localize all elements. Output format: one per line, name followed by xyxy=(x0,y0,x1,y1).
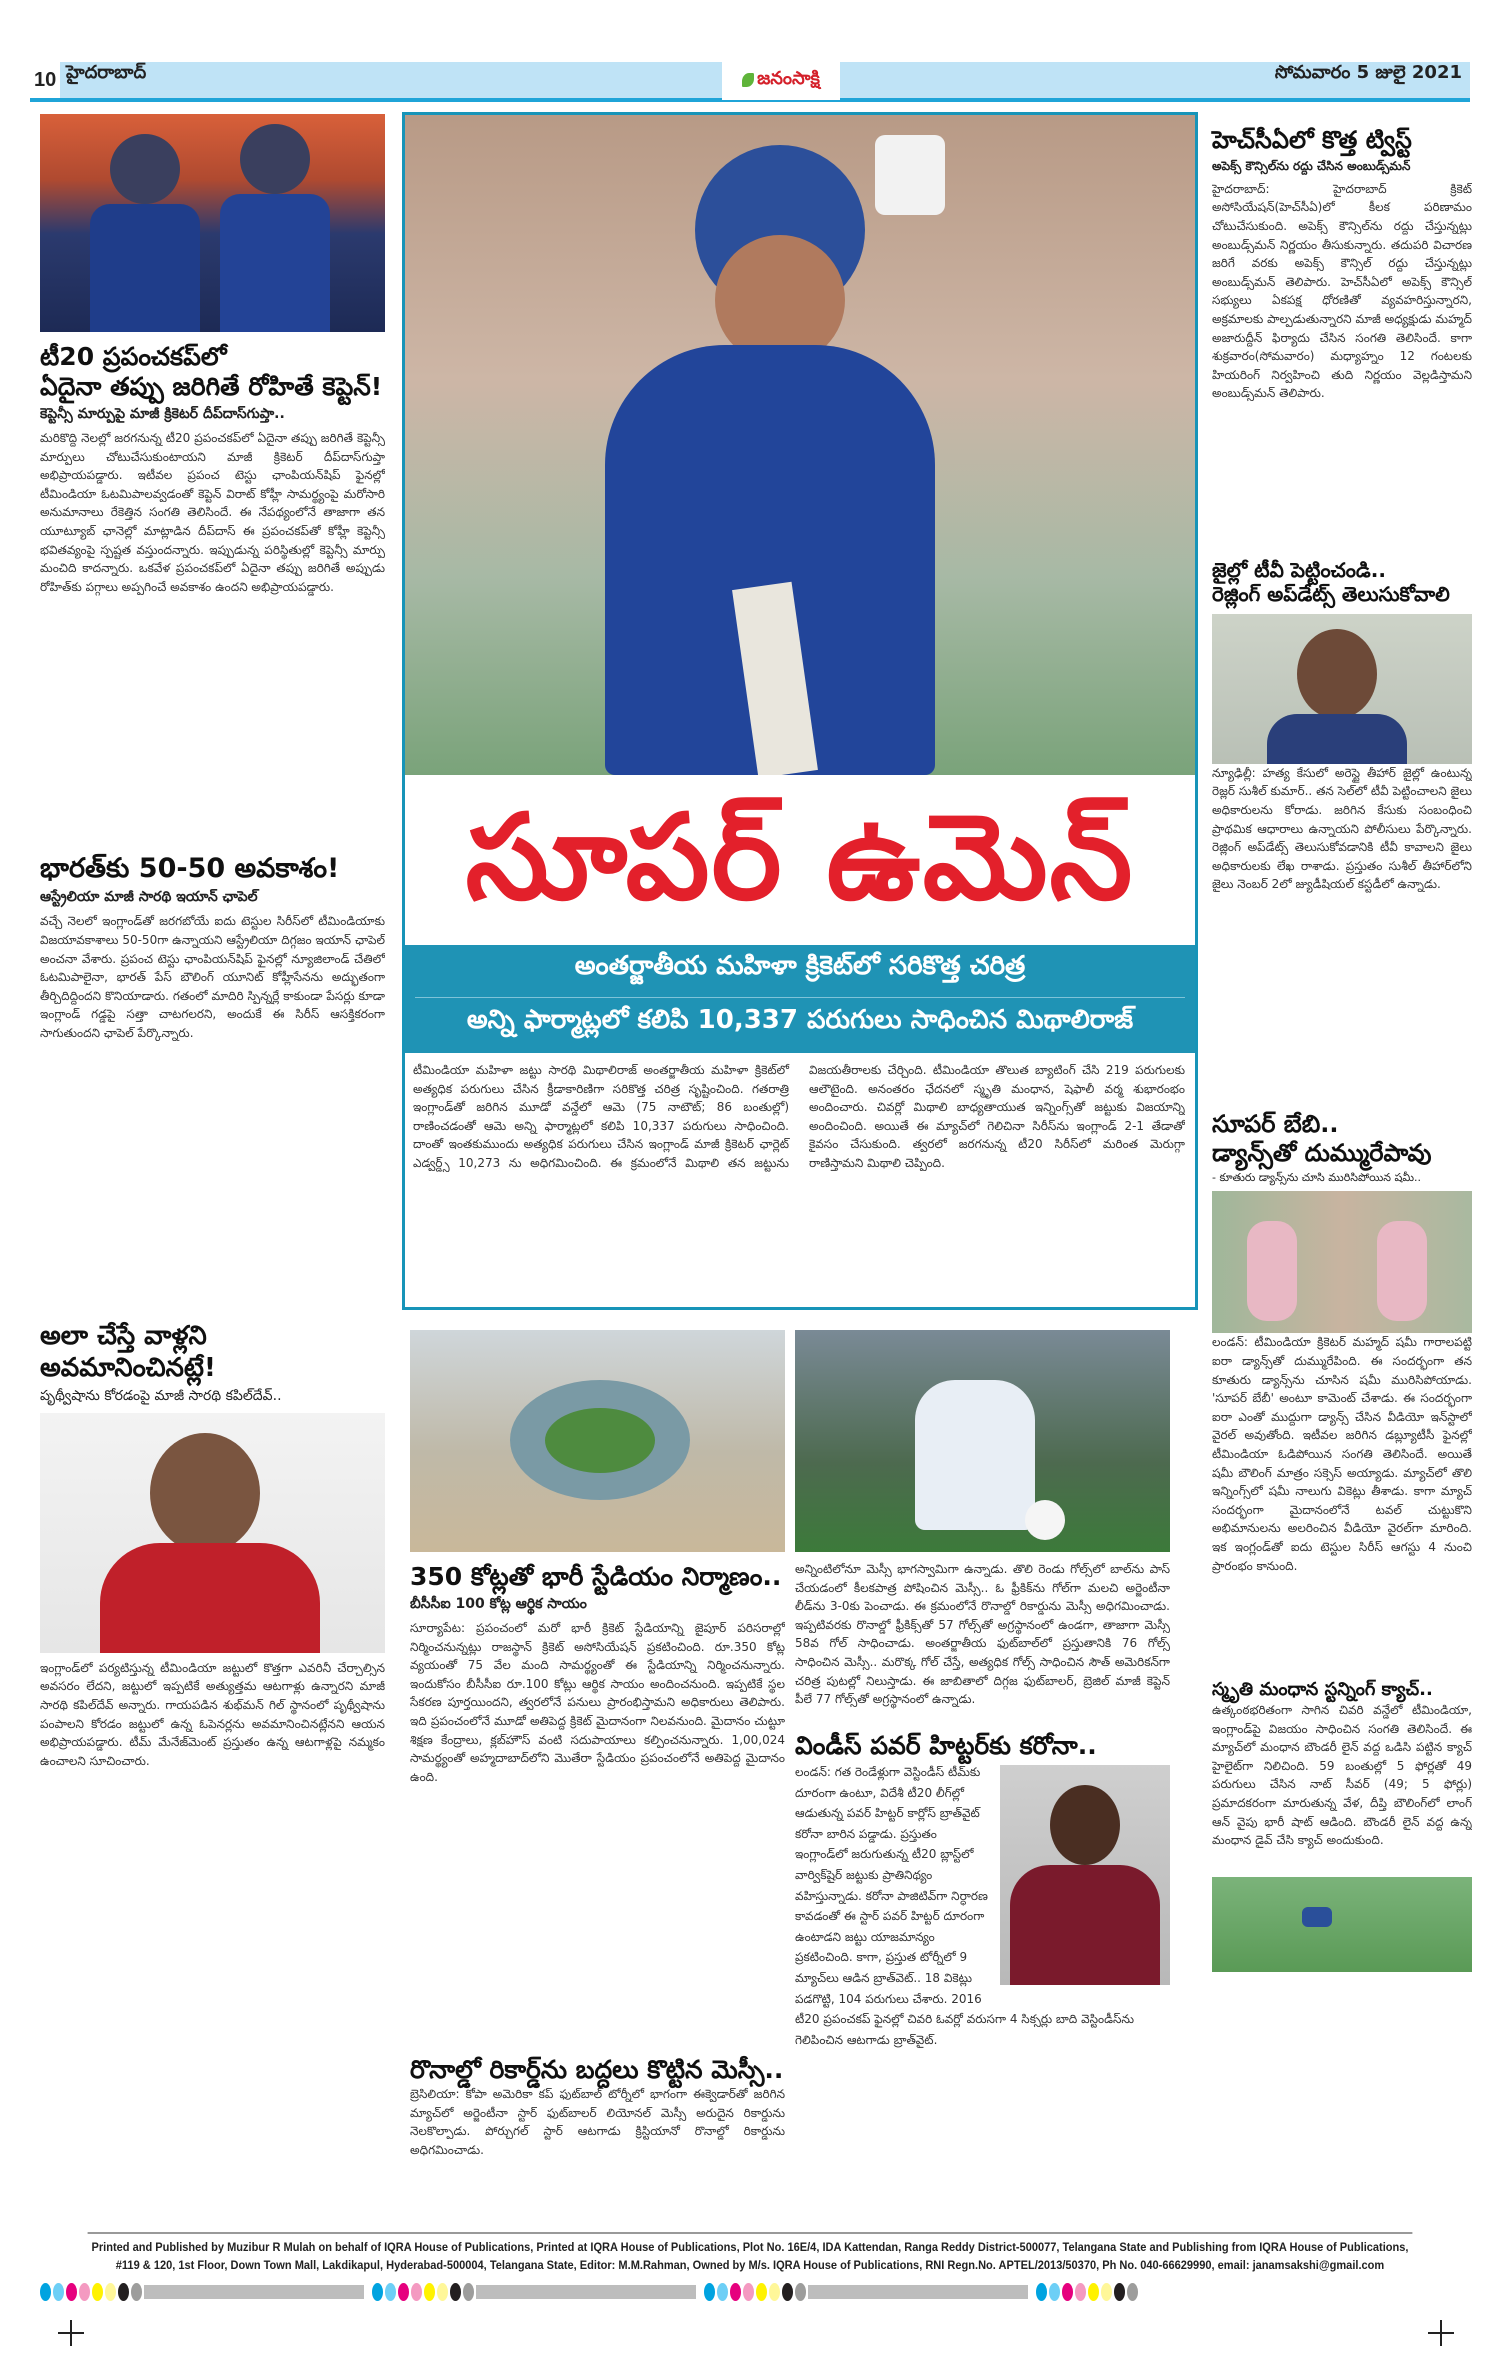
registration-grey-segment xyxy=(476,2285,696,2299)
registration-dot xyxy=(398,2283,409,2301)
registration-dot xyxy=(411,2283,422,2301)
tv-body: న్యూఢిల్లీ: హత్య కేసులో అరెస్టై తీహార్ జైల్లో ఉంటున్న రెజ్లర్ సుశీల్ కుమార్.. తన సెల్‌లో టీవీ పెట్టించాలని జైలు అధికారులను కోరాడు. జరిగిన కేసుకు సంబంధించి ప్రాథమిక ఆధారాలు ఉన్నాయని పోలీసులు పేర్కొన్నారు. రెజ్లింగ్ అప్‌డేట్స్ తెలుసుకోవడానికి టీవీ కావాలని జైలు అధికారులకు లేఖ రాశాడు. ప్రస్తుతం సుశీల్ తీహార్‌లోని జైలు నెంబర్ 2లో జ్యుడీషియల్ కస్టడీలో ఉన్నాడు. xyxy=(1212,765,1472,892)
registration-dot xyxy=(105,2283,116,2301)
registration-dot xyxy=(1075,2283,1086,2301)
stadium-body: సూర్యాపేట: ప్రపంచంలో మరో భారీ క్రికెట్ స్టేడియాన్ని జైపూర్ పరిసరాల్లో నిర్మించనున్నట్లు రాజస్థాన్ క్రికెట్ అసోసియేషన్ ప్రకటించింది. రూ.350 కోట్ల వ్యయంతో 75 వేల మంది సామర్థ్యంతో ఈ స్టేడియాన్ని నిర్మించనున్నారు. ఇందుకోసం బీసీసీఐ రూ.100 కోట్లు ఆర్థిక సాయం అందించనుంది. ఇప్పటికే స్థల సేకరణ పూర్తయిందని, త్వరలోనే పనులు ప్రారంభిస్తామని అధికారులు తెలిపారు. ఇది ప్రపంచంలోనే మూడో అతిపెద్ద క్రికెట్ మైదానంగా నిలవనుంది. మైదానం చుట్టూ శిక్షణ కేంద్రాలు, క్లబ్‌హౌస్ వంటి సదుపాయాలు కల్పించనున్నారు. 1,00,024 సామర్థ్యంతో అహ్మదాబాద్‌లోని మొతేరా స్టేడియం ప్రపంచంలోనే అతిపెద్ద మైదానం ఉంది. xyxy=(410,1621,785,1784)
registration-grey-segment xyxy=(144,2285,364,2299)
messi-headline: రొనాల్డో రికార్డ్‌ను బద్దలు కొట్టిన మెస్సీ.. xyxy=(410,2055,784,2084)
t20-headline-line2: ఏదైనా తప్పు జరిగితే రోహితే కెప్టెన్! xyxy=(40,372,383,401)
windies-block xyxy=(795,1761,1170,2101)
baby-headline-line1: సూపర్ బేబి.. xyxy=(1212,1109,1339,1138)
newspaper-logo xyxy=(722,60,840,100)
baby-body: లండన్: టీమిండియా క్రికెటర్ మహ్మద్ షమీ గారాలపట్టి ఐరా డ్యాన్స్‌తో దుమ్మురేపింది. ఈ సందర్భంగా తన కూతురు డ్యాన్స్‌ను చూసిన షమీ మురిసిపోయాడు. 'సూపర్ బేబీ' అంటూ కామెంట్ చేశాడు. ఈ సందర్భంగా ఐరా ఎంతో ముద్దుగా డ్యాన్స్ చేసిన వీడియో ఇన్‌స్టాలో వైరల్ అవుతోంది. ఇటీవల జరిగిన డబ్ల్యూటీసీ ఫైనల్లో టీమిండియా ఓడిపోయిన సంగతి తెలిసిందే. అయితే షమీ బౌలింగ్ మాత్రం సక్సెస్ అయ్యాడు. మ్యాచ్‌లో తొలి ఇన్నింగ్స్‌లో షమీ నాలుగు వికెట్లు తీశాడు. కాగా మ్యాచ్ సందర్భంగా మైదానంలోనే టవల్ చుట్టుకొని అభిమానులను అలరించిన వీడియో వైరల్‌గా మారింది. ఇక ఇంగ్లండ్‌తో ఐదు టెస్టుల సిరీస్ ఆగస్టు 4 నుంచి ప్రారంభం కానుంది. xyxy=(1212,1335,1472,1573)
edition-city: హైదరాబాద్ xyxy=(66,62,147,83)
shami-daughter-dance-photo xyxy=(1212,1191,1472,1333)
mithali-raj-batting-photo xyxy=(405,115,1195,775)
registration-dot xyxy=(717,2283,728,2301)
leaf-icon xyxy=(742,73,754,87)
tv-headline-line2: రెజ్లింగ్ అప్‌డేట్స్ తెలుసుకోవాలి xyxy=(1212,581,1450,606)
left-column xyxy=(40,110,385,2199)
registration-dot xyxy=(1127,2283,1138,2301)
registration-dot xyxy=(1088,2283,1099,2301)
crop-mark-left xyxy=(58,2320,84,2346)
feature-title: సూపర్ ఉమెన్ xyxy=(465,788,1135,926)
crop-mark-right xyxy=(1428,2320,1454,2346)
registration-dot xyxy=(118,2283,129,2301)
middle-left-column xyxy=(410,1330,785,2195)
registration-dot xyxy=(1101,2283,1112,2301)
registration-dot xyxy=(385,2283,396,2301)
hca-headline: హెచ్‌సీఏలో కొత్త ట్విస్ట్ xyxy=(1212,126,1412,154)
baby-headline-line2: డ్యాన్స్‌తో దుమ్మురేపావు xyxy=(1212,1138,1432,1167)
registration-dot xyxy=(730,2283,741,2301)
fifty-fifty-headline: భారత్‌కు 50-50 అవకాశం! xyxy=(40,853,340,884)
registration-dot xyxy=(782,2283,793,2301)
registration-dot xyxy=(79,2283,90,2301)
baby-subhead: - కూతురు డ్యాన్స్‌ను చూసి మురిసిపోయిన షమీ.. xyxy=(1212,1171,1421,1185)
registration-dot xyxy=(756,2283,767,2301)
kapil-dev-photo xyxy=(40,1413,385,1653)
middle-right-column xyxy=(795,1330,1170,2101)
t20-headline-line1: టీ20 ప్రపంచకప్‌లో xyxy=(40,342,227,371)
west-indies-player-photo xyxy=(1000,1765,1170,1985)
registration-dot xyxy=(424,2283,435,2301)
imprint-line-2: #119 & 120, 1st Floor, Down Town Mall, Lakdikapul, Hyderabad-500004, Telangana State, Editor: M.M.Rahman, Owned by M/s. IQRA House of Publications, RNI Regn.No. APTEL/2013/50370, Ph No. 040-66629990, email: janamsakshi@gmail.com xyxy=(115,2258,1385,2272)
registration-dot xyxy=(743,2283,754,2301)
hca-body: హైదరాబాద్: హైదరాబాద్ క్రికెట్ అసోసియేషన్(హెచ్‌సీఏ)లో కీలక పరిణామం చోటుచేసుకుంది. అపెక్స్ కౌన్సిల్‌ను రద్దు చేస్తున్నట్లు అంబుడ్స్‌మన్ నిర్ణయం తీసుకున్నారు. తదుపరి విచారణ జరిగే వరకు అపెక్స్ కౌన్సిల్ రద్దు చేస్తున్నట్లు అంబుడ్స్‌మన్ తెలిపారు. హెచ్‌సీఏలో అపెక్స్ కౌన్సిల్ సభ్యులు ఏకపక్ష ధోరణితో వ్యవహరిస్తున్నారని, అక్రమాలకు పాల్పడుతున్నారని మాజీ అధ్యక్షుడు మహ్మద్ అజారుద్దీన్ ఫిర్యాదు చేసిన సంగతి తెలిసిందే. కాగా శుక్రవారం(సోమవారం) మధ్యాహ్నం 12 గంటలకు హియరింగ్ నిర్వహించి తుది నిర్ణయం వెల్లడిస్తామని అంబుడ్స్‌మన్ తెలిపారు. xyxy=(1212,181,1472,401)
right-column xyxy=(1212,110,1472,1972)
kapil-body: ఇంగ్లాండ్‌లో పర్యటిస్తున్న టీమిండియా జట్టులో కొత్తగా ఎవరినీ చేర్చాల్సిన అవసరం లేదని, జట్టులో ఇప్పటికే అత్యుత్తమ ఆటగాళ్లు ఉన్నారని మాజీ సారథి కపిల్‌దేవ్ అన్నారు. గాయపడిన శుభ్‌మన్ గిల్ స్థానంలో పృథ్వీషాను పంపాలని కోరడం జట్టులో ఉన్న ఓపెనర్లను అవమానించినట్లేనని ఆయన అభిప్రాయపడ్డారు. టీమ్ మేనేజ్‌మెంట్ ప్రస్తుతం ఉన్న ఆటగాళ్లపై నమ్మకం ఉంచాలని సూచించారు. xyxy=(40,1660,385,1768)
windies-body: లండన్: గత రెండేళ్లుగా వెస్టిండీస్ టీమ్‌కు దూరంగా ఉంటూ, విదేశీ టీ20 లీగ్‌ల్లో ఆడుతున్న పవర్ హిట్టర్ కార్లోస్ బ్రాత్‌వైట్ కరోనా బారిన పడ్డాడు. ప్రస్తుతం ఇంగ్లాండ్‌లో జరుగుతున్న టీ20 బ్లాస్ట్‌లో వార్విక్‌షైర్ జట్టుకు ప్రాతినిథ్యం వహిస్తున్నాడు. కరోనా పాజిటివ్‌గా నిర్ధారణ కావడంతో ఈ స్టార్ పవర్ హిట్టర్ దూరంగా ఉంటాడని జట్టు యాజమాన్యం ప్రకటించింది. కాగా, ప్రస్తుత టోర్నీలో 9 మ్యాచ్‌లు ఆడిన బ్రాత్‌వెట్.. 18 వికెట్లు పడగొట్టి, 104 పరుగులు చేశారు. 2016 టీ20 ప్రపంచకప్ ఫైనల్లో చివరి ఓవర్లో వరుసగా 4 సిక్సర్లు బాది వెస్టిండీస్‌ను గెలిపించిన ఆటగాడు బ్రాత్‌వైట్. xyxy=(795,1765,1135,2047)
kapil-subhead: పృథ్వీషాను కోరడంపై మాజీ సారథి కపిల్‌దేవ్.. xyxy=(40,1387,282,1404)
registration-dot xyxy=(1114,2283,1125,2301)
feature-strap-2: అన్ని ఫార్మాట్లలో కలిపి 10,337 పరుగులు సాధించిన మిథాలిరాజ్ xyxy=(466,1005,1134,1035)
registration-dot xyxy=(53,2283,64,2301)
registration-dot xyxy=(372,2283,383,2301)
stadium-subhead: బీసీసీఐ 100 కోట్ల ఆర్థిక సాయం xyxy=(410,1596,587,1612)
feature-strap-1: అంతర్జాతీయ మహిళా క్రికెట్‌లో సరికొత్త చరిత్ర xyxy=(574,951,1026,981)
registration-dot xyxy=(40,2283,51,2301)
kapil-headline: అలా చేస్తే వాళ్లని అవమానించినట్లే! xyxy=(40,1321,216,1383)
feature-body: టీమిండియా మహిళా జట్టు సారథి మిథాలిరాజ్ అంతర్జాతీయ మహిళా క్రికెట్‌లో అత్యధిక పరుగులు చేసిన క్రీడాకారిణిగా సరికొత్త చరిత్ర సృష్టించింది. గతరాత్రి ఇంగ్లాండ్‌తో జరిగిన మూడో వన్డేలో ఆమె (75 నాటౌట్; 86 బంతుల్లో) రాణించడంతో ఆమె అన్ని ఫార్మాట్లలో కలిపి 10,337 పరుగులు సాధించింది. దాంతో ఇంతకుముందు అత్యధిక పరుగులు చేసిన ఇంగ్లాండ్ మాజీ క్రికెటర్ ఛార్లెట్ ఎడ్వర్డ్స్ 10,273 ను అధిగమించింది. ఈ క్రమంలోనే మిథాలి తన జట్టును విజయతీరాలకు చేర్చింది. టీమిండియా తొలుత బ్యాటింగ్ చేసి 219 పరుగులకు ఆలౌటైంది. అనంతరం ఛేదనలో స్మృతి మంధాన, షెఫాలీ వర్మ శుభారంభం అందించారు. చివర్లో మిథాలి బాధ్యతాయుత ఇన్నింగ్స్‌తో జట్టుకు విజయాన్ని అందించింది. అయితే ఈ మ్యాచ్‌లో గెలిచినా సిరీస్‌ను ఇంగ్లాండ్ 2-1 తేడాతో కైవసం చేసుకుంది. త్వరలో జరగనున్న టీ20 సిరీస్‌లో మరింత మెరుగ్గా రాణిస్తామని మిథాలి చెప్పింది. xyxy=(413,1063,1185,1170)
fifty-fifty-body: వచ్చే నెలలో ఇంగ్లాండ్‌తో జరగబోయే ఐదు టెస్టుల సిరీస్‌లో టీమిండియాకు విజయావకాశాలు 50-50గా ఉన్నాయని ఆస్ట్రేలియా దిగ్గజం ఇయాన్ ఛాపెల్ అంచనా వేశారు. ప్రపంచ టెస్టు ఛాంపియన్‌షిప్ ఫైనల్లో న్యూజిలాండ్ చేతిలో ఓటమిపాలైనా, భారత్ పేస్ బౌలింగ్ యూనిట్ కోహ్లీసేనను అద్భుతంగా తీర్చిదిద్దిందని కొనియాడారు. గతంలో మాదిరి స్పిన్నర్లే కాకుండా పేసర్లు కూడా ఇంగ్లాండ్ గడ్డపై సత్తా చాటగలరని, అందుకే ఈ సిరీస్ ఆసక్తికరంగా సాగుతుందని ఛాపెల్ పేర్కొన్నారు. xyxy=(40,914,385,1040)
messi-football-photo xyxy=(795,1330,1170,1552)
smriti-body: ఉత్కంఠభరితంగా సాగిన చివరి వన్డేలో టీమిండియా, ఇంగ్లాండ్‌పై విజయం సాధించిన సంగతి తెలిసిందే. ఈ మ్యాచ్‌లో మంధాన బౌండరీ లైన్ వద్ద ఒడిసి పట్టిన క్యాచ్ హైలైట్‌గా నిలిచింది. 59 బంతుల్లో 5 ఫోర్లతో 49 పరుగులు చేసిన నాట్ సీవర్ (49; 5 ఫోర్లు) ప్రమాదకరంగా మారుతున్న వేళ, దీప్తి బౌలింగ్‌లో లాంగ్ ఆన్ వైపు భారీ షాట్ ఆడింది. బౌండరీ లైన్ వద్ద ఉన్న మంధాన డైవ్ చేసి క్యాచ్ అందుకుంది. xyxy=(1212,1702,1472,1848)
registration-dot xyxy=(450,2283,461,2301)
registration-dot xyxy=(795,2283,806,2301)
logo-text: జనంసాక్షి xyxy=(757,67,820,89)
registration-dot xyxy=(1036,2283,1047,2301)
feature-story xyxy=(402,112,1198,1310)
cricketers-photo xyxy=(40,114,385,332)
stadium-rendering-photo xyxy=(410,1330,785,1552)
t20-subhead: కెప్టెన్సీ మార్పుపై మాజీ క్రికెటర్ దీప్‌దాస్‌గుప్తా.. xyxy=(40,406,285,422)
messi-body-top: బ్రెసిలియా: కోపా అమెరికా కప్ ఫుట్‌బాల్ టోర్నీలో భాగంగా ఈక్వెడార్‌తో జరిగిన మ్యాచ్‌లో అర్జెంటీనా స్టార్ ఫుట్‌బాలర్ లియోనల్ మెస్సీ అరుదైన రికార్డును నెలకొల్పాడు. పోర్చుగల్ స్టార్ ఆటగాడు క్రిస్టియానో రొనాల్డో రికార్డును అధిగమించాడు. xyxy=(410,2087,785,2157)
smriti-catch-photo xyxy=(1212,1877,1472,1972)
registration-dot xyxy=(1062,2283,1073,2301)
masthead-bar xyxy=(30,62,1470,102)
registration-dot xyxy=(704,2283,715,2301)
registration-dot xyxy=(131,2283,142,2301)
issue-date: సోమవారం 5 జులై 2021 xyxy=(1274,62,1462,83)
tv-headline-line1: జైల్లో టీవీ పెట్టించండి.. xyxy=(1212,557,1386,582)
stadium-headline: 350 కోట్లతో భారీ స్టేడియం నిర్మాణం.. xyxy=(410,1562,782,1591)
registration-dot xyxy=(463,2283,474,2301)
registration-dot xyxy=(769,2283,780,2301)
registration-color-bar xyxy=(40,2282,1460,2302)
hca-subhead: అపెక్స్ కౌన్సిల్‌ను రద్దు చేసిన అంబుడ్స్‌మన్ xyxy=(1212,158,1411,173)
windies-headline: విండీస్ పవర్ హిట్టర్‌కు కరోనా.. xyxy=(795,1731,1097,1760)
registration-dot xyxy=(66,2283,77,2301)
smriti-headline: స్మృతి మంధాన స్టన్నింగ్ క్యాచ్.. xyxy=(1212,1679,1433,1701)
registration-dot xyxy=(92,2283,103,2301)
registration-grey-segment xyxy=(808,2285,1028,2299)
page-number: 10 xyxy=(30,62,60,98)
sushil-kumar-photo xyxy=(1212,614,1472,764)
registration-dot xyxy=(437,2283,448,2301)
registration-dot xyxy=(1049,2283,1060,2301)
strap-divider xyxy=(415,997,1185,998)
imprint-footer xyxy=(88,2232,1413,2274)
feature-strap-band xyxy=(405,945,1195,1053)
t20-body: మరికొద్ది నెలల్లో జరగనున్న టీ20 ప్రపంచకప్‌లో ఏదైనా తప్పు జరిగితే కెప్టెన్సీ మార్పులు చోటుచేసుకుంటాయని మాజీ క్రికెటర్ దీప్‌దాస్‌గుప్తా అభిప్రాయపడ్డారు. ఇటీవల ప్రపంచ టెస్టు ఛాంపియన్‌షిప్ ఫైనల్లో టీమిండియా ఓటమిపాలవ్వడంతో కెప్టెన్ విరాట్ కోహ్లీ సామర్థ్యంపై మరోసారి అనుమానాలు రేకెత్తిన సంగతి తెలిసిందే. ఈ నేపథ్యంలోనే తాజాగా తన యూట్యూబ్ ఛానెల్లో మాట్లాడిన దీప్‌దాస్ ఈ ప్రపంచకప్‌తో కోహ్లీ కెప్టెన్సీ భవితవ్యంపై స్పష్టత వస్తుందన్నారు. ఇప్పుడున్న పరిస్థితుల్లో కెప్టెన్సీ మార్పు మంచిది కాదన్నారు. ఒకవేళ ప్రపంచకప్‌లో ఏదైనా తప్పు జరిగితే అప్పుడు రోహిత్‌కు పగ్గాలు అప్పగించే అవకాశం ఉందని అభిప్రాయపడ్డారు. xyxy=(40,431,385,594)
messi-body-right: అన్నింటిలోనూ మెస్సీ భాగస్వామిగా ఉన్నాడు. తొలి రెండు గోల్స్‌లో బాల్‌ను పాస్ చేయడంలో కీలకపాత్ర పోషించిన మెస్సీ.. ఓ ఫ్రీకిక్‌ను గోల్‌గా మలచి అర్జెంటీనా లీడ్‌ను 3-0కు పెంచాడు. ఈ క్రమంలోనే రొనాల్డో రికార్డును మెస్సీ అధిగమించాడు. ఇప్పటివరకు రొనాల్డో ఫ్రీకిక్స్‌తో 57 గోల్స్‌తో అగ్రస్థానంలో ఉండగా, తాజాగా మెస్సీ 58వ గోల్ సాధించాడు. అంతర్జాతీయ ఫుట్‌బాల్‌లో ప్రస్తుతానికి 76 గోల్స్ సాధించిన మెస్సీ.. మరొక్క గోల్ చేస్తే, అత్యధిక గోల్స్ సాధించిన సౌత్ అమెరికన్‌గా చరిత్ర పుటల్లో నిలుస్తాడు. ఈ జాబితాలో దిగ్గజ ఫుట్‌బాలర్, బ్రెజిల్ మాజీ కెప్టెన్ పీలే 77 గోల్స్‌తో అగ్రస్థానంలో ఉన్నాడు. xyxy=(795,1562,1170,1707)
fifty-fifty-subhead: ఆస్ట్రేలియా మాజీ సారథి ఇయాన్ ఛాపెల్ xyxy=(40,889,258,906)
imprint-line-1: Printed and Published by Muzibur R Mulah on behalf of IQRA House of Publications, Printed at IQRA House of Publications, Plot No. 16E/4, IDA Kattendan, Ranga Reddy District-500077, Telangana State and Publishing from IQRA House of Publications, xyxy=(91,2240,1409,2254)
